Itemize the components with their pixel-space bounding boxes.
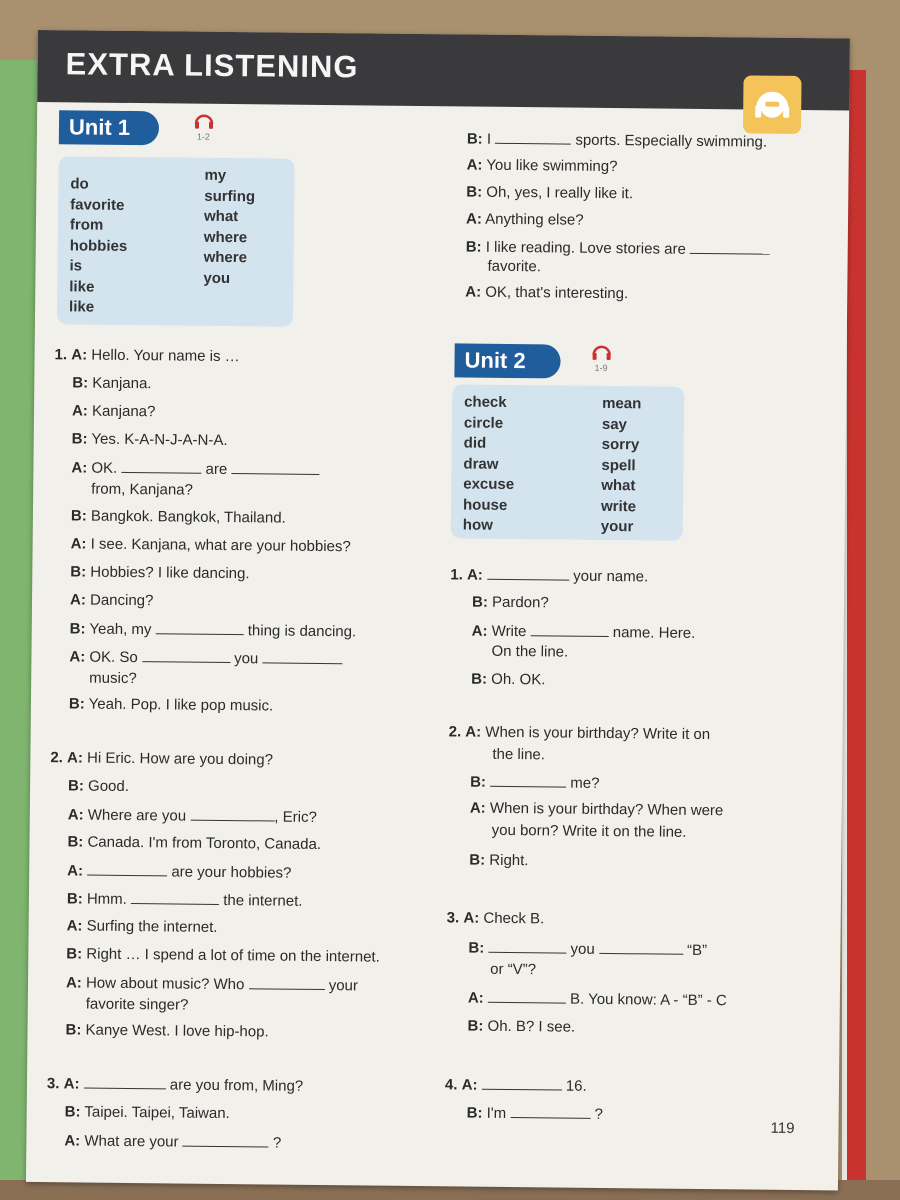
dialog-line [68, 804, 317, 828]
dialog-line [68, 776, 129, 797]
word-item: what [203, 207, 239, 226]
speaker-label: A: [69, 591, 86, 609]
dialog-line [469, 851, 528, 872]
dialog-line [467, 1103, 603, 1125]
book-edge-red [846, 70, 866, 1180]
answer-blank[interactable] [249, 974, 325, 990]
listening-headphones-icon [743, 75, 802, 134]
dialog-line [67, 860, 291, 883]
dialog-text: the line. [492, 745, 546, 764]
dialog-text: On the line. [491, 642, 569, 661]
dialog-line [467, 128, 767, 152]
word-item: say [601, 415, 628, 433]
answer-blank[interactable] [231, 459, 319, 475]
answer-blank[interactable] [482, 1075, 562, 1091]
exercise-number: 4. [444, 1076, 458, 1094]
speaker-label: A: [71, 402, 88, 420]
word-item: where [203, 248, 248, 267]
dialog-text: from, Kanjana? [91, 480, 194, 499]
dialog-line [64, 1130, 281, 1153]
word-item: did [463, 434, 487, 452]
answer-blank[interactable] [487, 565, 569, 581]
unit-2-word-box [451, 384, 685, 540]
speaker-label: A: [67, 806, 84, 824]
answer-blank[interactable] [531, 621, 609, 637]
dialog-line [66, 972, 358, 996]
dialog-text: Oh. OK. [491, 670, 546, 689]
speaker-label: B: [64, 1103, 81, 1121]
speaker-label: B: [471, 670, 488, 688]
speaker-label: A: [63, 1075, 80, 1093]
word-item: my [204, 166, 227, 184]
dialog-text: 16. [565, 1077, 587, 1095]
dialog-text: Yeah. Pop. I like pop music. [88, 695, 274, 715]
dialog-text: “B” [687, 941, 708, 960]
answer-blank[interactable] [87, 861, 167, 877]
dialog-line [472, 621, 696, 644]
speaker-label: A: [71, 346, 88, 364]
dialog-line [470, 772, 600, 794]
speaker-label: B: [65, 1021, 82, 1039]
dialog-text: you [234, 650, 259, 668]
speaker-label: B: [468, 939, 485, 957]
speaker-label: A: [463, 909, 480, 927]
dialog-text: your name. [573, 567, 649, 586]
dialog-line [69, 694, 273, 716]
dialog-line [466, 182, 633, 204]
dialog-text: Surfing the internet. [86, 917, 218, 936]
answer-blank[interactable] [190, 806, 274, 822]
answer-blank[interactable] [690, 239, 770, 255]
dialog-line [470, 799, 724, 822]
dialog-text: Hello. Your name is … [91, 346, 240, 366]
dialog-text: your [328, 977, 359, 995]
dialog-text: are you from, Ming? [169, 1076, 304, 1095]
speaker-label: A: [467, 989, 484, 1007]
track-number: 1-9 [594, 362, 608, 373]
dialog-line [472, 593, 549, 614]
dialog-text: ? [594, 1105, 603, 1123]
dialog-text: How about music? Who [85, 974, 245, 994]
dialog-line [491, 642, 568, 663]
word-item: where [203, 228, 248, 246]
dialog-text: favorite. [487, 257, 541, 276]
answer-blank[interactable] [490, 772, 566, 788]
speaker-label: A: [461, 1076, 478, 1094]
word-item: sorry [601, 435, 640, 454]
dialog-line [71, 457, 319, 481]
answer-blank[interactable] [495, 129, 571, 145]
answer-blank[interactable] [84, 1074, 166, 1090]
dialog-text: Hobbies? I like dancing. [90, 563, 250, 583]
speaker-label: B: [467, 1017, 484, 1035]
dialog-text: OK. [91, 459, 118, 477]
exercise-number: 1. [54, 346, 68, 364]
dialog-line [490, 960, 536, 980]
word-column-2 [601, 394, 642, 538]
speaker-label: A: [70, 535, 87, 553]
word-item: from [69, 216, 104, 234]
dialog-line [449, 722, 711, 745]
dialog-text: What are your [84, 1132, 179, 1151]
dialog-text: You like swimming? [486, 156, 618, 176]
speaker-label: B: [71, 430, 88, 448]
word-item: like [69, 298, 95, 316]
dialog-text: Where are you [87, 806, 187, 825]
speaker-label: A: [466, 156, 483, 174]
dialog-text: you born? Write it on the line. [491, 821, 687, 841]
speaker-label: B: [470, 773, 487, 791]
unit-2-tab: Unit 2 [454, 343, 560, 378]
dialog-text: Check B. [483, 909, 545, 928]
exercise-number: 2. [50, 749, 63, 767]
speaker-label: B: [466, 183, 483, 201]
dialog-line [468, 938, 707, 961]
dialog-text: When is your birthday? Write it on [485, 723, 711, 744]
word-item: is [69, 257, 83, 275]
dialog-line [67, 832, 321, 855]
word-item: favorite [70, 195, 125, 214]
speaker-label: A: [465, 723, 482, 741]
answer-blank[interactable] [121, 458, 201, 474]
dialog-line [487, 257, 541, 278]
dialog-line [466, 155, 617, 177]
dialog-line [465, 282, 628, 304]
dialog-line [70, 562, 249, 584]
dialog-text: When is your birthday? When were [489, 799, 724, 820]
word-item: how [462, 516, 493, 534]
dialog-text: favorite singer? [85, 995, 189, 1014]
dialog-text: ? [272, 1134, 282, 1152]
dialog-line [70, 590, 154, 611]
exercise-number: 3. [46, 1075, 60, 1093]
dialog-text: are your hobbies? [171, 863, 292, 882]
dialog-text: Taipei. Taipei, Taiwan. [84, 1103, 230, 1123]
dialog-line [71, 534, 351, 557]
word-column-1 [463, 392, 515, 536]
dialog-text: I like reading. Love stories are [485, 238, 686, 258]
speaker-label: B: [67, 777, 85, 795]
speaker-label: B: [72, 374, 89, 392]
dialog-line [71, 506, 286, 528]
word-item: circle [463, 413, 504, 432]
dialog-text: Kanye West. I love hip-hop. [85, 1021, 269, 1041]
speaker-label: A: [65, 974, 82, 992]
word-item: your [600, 517, 634, 536]
word-item: surfing [204, 187, 256, 205]
dialog-text: are [205, 460, 228, 479]
word-column-1 [69, 174, 128, 318]
dialog-line [72, 429, 228, 451]
answer-blank[interactable] [183, 1132, 269, 1148]
dialog-line [471, 670, 545, 691]
word-item: draw [463, 454, 499, 473]
dialog-text: Anything else? [485, 210, 584, 229]
dialog-line [86, 995, 189, 1016]
speaker-label: B: [466, 130, 483, 148]
dialog-text: Pardon? [491, 593, 549, 612]
dialog-line [445, 1074, 587, 1096]
speaker-label: A: [469, 799, 486, 817]
unit-1-word-box [57, 156, 295, 326]
unit-1-tab: Unit 1 [59, 110, 159, 145]
speaker-label: B: [70, 507, 87, 525]
textbook-page [26, 30, 850, 1190]
dialog-text: Dancing? [89, 591, 154, 610]
speaker-label: A: [471, 622, 488, 640]
speaker-label: B: [70, 563, 87, 581]
dialog-line [67, 888, 303, 911]
word-column-2 [203, 166, 255, 290]
word-item: hobbies [69, 236, 128, 255]
answer-blank[interactable] [510, 1103, 590, 1119]
word-item: you [203, 269, 231, 287]
dialog-text: I'm [486, 1104, 507, 1122]
dialog-line [70, 618, 357, 642]
dialog-text: I see. Kanjana, what are your hobbies? [90, 535, 351, 556]
dialog-text: Yes. K-A-N-J-A-N-A. [91, 430, 228, 450]
dialog-line [72, 401, 156, 422]
dialog-line [89, 669, 137, 689]
answer-blank[interactable] [599, 939, 683, 955]
word-item: check [464, 393, 507, 411]
dialog-text: Bangkok. Bangkok, Thailand. [90, 507, 286, 527]
answer-blank[interactable] [488, 988, 566, 1004]
speaker-label: B: [68, 695, 85, 713]
dialog-text: Hi Eric. How are you doing? [86, 749, 274, 769]
word-item: mean [602, 394, 642, 413]
speaker-label: B: [466, 1104, 483, 1122]
speaker-label: B: [66, 945, 83, 963]
dialog-text: Good. [87, 777, 130, 795]
dialog-text: Yeah, my [89, 620, 152, 639]
word-item: house [462, 495, 508, 514]
dialog-text: Right. [489, 851, 529, 870]
dialog-text: OK. So [89, 648, 138, 667]
audio-track-icon [193, 112, 215, 130]
speaker-label: A: [465, 283, 482, 301]
page-title: EXTRA LISTENING [65, 46, 359, 85]
dialog-text: Oh, yes, I really like it. [486, 183, 634, 203]
exercise-number: 2. [448, 723, 462, 741]
dialog-line [72, 373, 151, 394]
dialog-text: name. Here. [612, 624, 696, 642]
speaker-label: A: [66, 749, 83, 767]
dialog-line [66, 944, 380, 967]
speaker-label: B: [67, 833, 84, 851]
answer-blank[interactable] [156, 619, 244, 635]
speaker-label: A: [69, 648, 86, 666]
speaker-label: B: [471, 593, 488, 611]
dialog-line [467, 1017, 575, 1038]
speaker-label: B: [69, 620, 86, 638]
word-item: what [601, 476, 636, 495]
header-bar [37, 30, 850, 110]
audio-track-icon [591, 343, 613, 361]
dialog-line [447, 908, 545, 929]
dialog-text: or “V”? [490, 960, 537, 979]
dialog-text: Hmm. [86, 890, 127, 908]
answer-blank[interactable] [131, 889, 219, 905]
dialog-text: thing is dancing. [247, 622, 357, 641]
exercise-number: 3. [446, 909, 460, 927]
dialog-text: Oh. B? I see. [487, 1017, 576, 1036]
dialog-text: you [570, 940, 595, 958]
dialog-text: me? [570, 774, 600, 792]
dialog-line [450, 564, 648, 587]
dialog-line [54, 345, 239, 367]
dialog-line [492, 821, 687, 843]
dialog-text: Right … I spend a lot of time on the internet. [86, 945, 380, 966]
speaker-label: B: [469, 851, 486, 869]
word-item: excuse [463, 475, 515, 494]
dialog-line [50, 748, 273, 770]
dialog-line [65, 1102, 230, 1124]
dialog-line [69, 646, 342, 670]
dialog-line [91, 480, 193, 501]
dialog-text: Canada. I'm from Toronto, Canada. [87, 833, 322, 854]
speaker-label: A: [71, 459, 88, 477]
speaker-label: A: [64, 1132, 81, 1150]
page-number: 119 [770, 1119, 795, 1137]
dialog-line [47, 1073, 303, 1097]
word-item: like [69, 277, 95, 296]
speaker-label: A: [465, 210, 482, 228]
speaker-label: A: [466, 566, 483, 584]
dialog-text: the internet. [223, 891, 303, 910]
dialog-text: B. You know: A - “B” - C [569, 990, 727, 1010]
dialog-text: , Eric? [274, 808, 317, 826]
dialog-line [468, 988, 727, 1012]
speaker-label: B: [465, 238, 482, 256]
dialog-line [65, 1020, 268, 1042]
answer-blank[interactable] [142, 647, 230, 663]
dialog-text: music? [89, 669, 137, 688]
speaker-label: A: [67, 862, 84, 880]
dialog-line [492, 745, 545, 766]
answer-blank[interactable] [262, 648, 342, 664]
dialog-text: Kanjana? [91, 402, 156, 421]
speaker-label: B: [66, 890, 83, 908]
word-item: spell [601, 456, 636, 474]
dialog-line [466, 209, 584, 230]
speaker-label: A: [66, 917, 83, 935]
word-item: do [70, 175, 89, 193]
dialog-text: Kanjana. [92, 374, 152, 393]
dialog-line [67, 916, 218, 938]
dialog-text: OK, that's interesting. [485, 283, 629, 303]
dialog-text: sports. Especially swimming. [575, 131, 768, 151]
word-item: write [600, 497, 637, 515]
dialog-text: Write [491, 622, 527, 641]
answer-blank[interactable] [488, 938, 566, 954]
dialog-text: I [486, 130, 492, 148]
exercise-number: 1. [450, 566, 463, 584]
track-number: 1-2 [196, 131, 210, 142]
